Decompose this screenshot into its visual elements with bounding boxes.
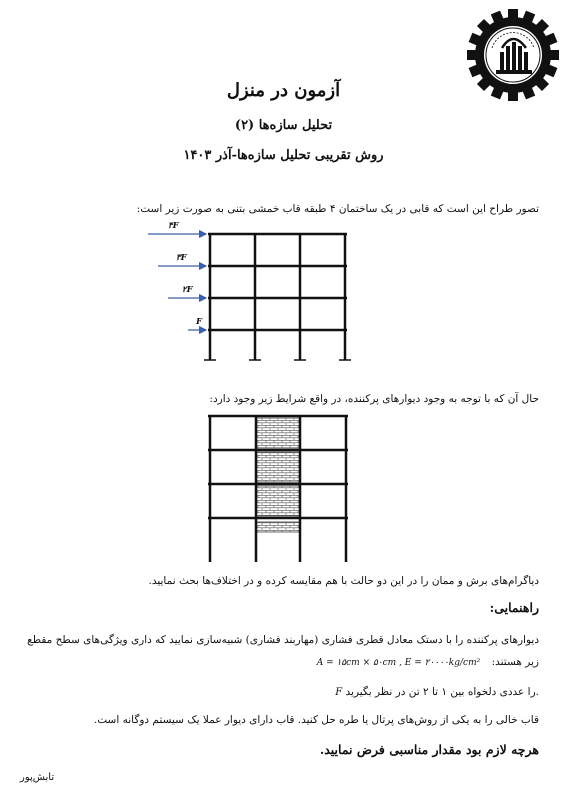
infill-wall-2 (256, 486, 300, 516)
course-title: تحلیل سازه‌ها (۲) (234, 118, 333, 133)
task-text: دیاگرام‌های برش و ممان را در این دو حالت با هم مقایسه کرده و در اختلاف‌ها بحث نمایید. (148, 575, 539, 587)
guide-item-1-label: زیر هستند: (491, 656, 539, 668)
guide-item-1-line2 (19, 654, 539, 671)
guide-item-2-text: را عددی دلخواه بین ۱ تا ۲ تن در نظر بگیرید. (345, 686, 539, 698)
exam-subtitle: روش تقریبی تحلیل سازه‌ها-آذر ۱۴۰۳ (183, 148, 384, 163)
frame-diagram-infill (200, 410, 360, 568)
page-title: آزمون در منزل (226, 80, 341, 101)
final-note: هرچه لازم بود مقدار مناسبی فرض نمایید. (319, 742, 539, 757)
guide-heading: راهنمایی: (489, 600, 539, 615)
frame-members (208, 234, 347, 360)
section-properties-formula: A = ۱۵cm × ۵۰cm , E = ۲۰۰۰۰kg/cm² (316, 658, 481, 668)
load-label-4: ۴F (168, 221, 179, 231)
walls-text: حال آن که با توجه به وجود دیوارهای پرکننده، در واقع شرایط زیر وجود دارد: (209, 393, 539, 405)
intro-text: تصور طراح این است که قابی در یک ساختمان ۴ طبقه قاب خمشی بتنی به صورت زیر است: (136, 203, 539, 215)
frame-diagram-bare (140, 218, 360, 370)
guide-item-2 (19, 684, 539, 701)
load-label-3: ۳F (176, 253, 187, 263)
lateral-load-arrows (148, 234, 206, 330)
force-variable: F (335, 687, 343, 698)
infill-wall-4 (256, 418, 300, 448)
infill-wall-1 (256, 522, 300, 532)
infill-wall-3 (256, 452, 300, 482)
infill-walls (256, 418, 300, 532)
load-label-1: F (196, 317, 203, 327)
load-label-2: ۲F (182, 285, 193, 295)
footer-author: تابش‌پور (20, 772, 55, 783)
guide-item-1-line1: دیوارهای پرکننده را با دستک معادل قطری فشاری (مهاربند فشاری) شبیه‌سازی نمایید که داری ویژگی‌های سطح مقطع (27, 634, 539, 646)
guide-item-3: قاب خالی را به یکی از روش‌های پرتال یا طره حل کنید. قاب دارای دیوار عملا یک سیستم دوگانه است. (93, 714, 539, 726)
